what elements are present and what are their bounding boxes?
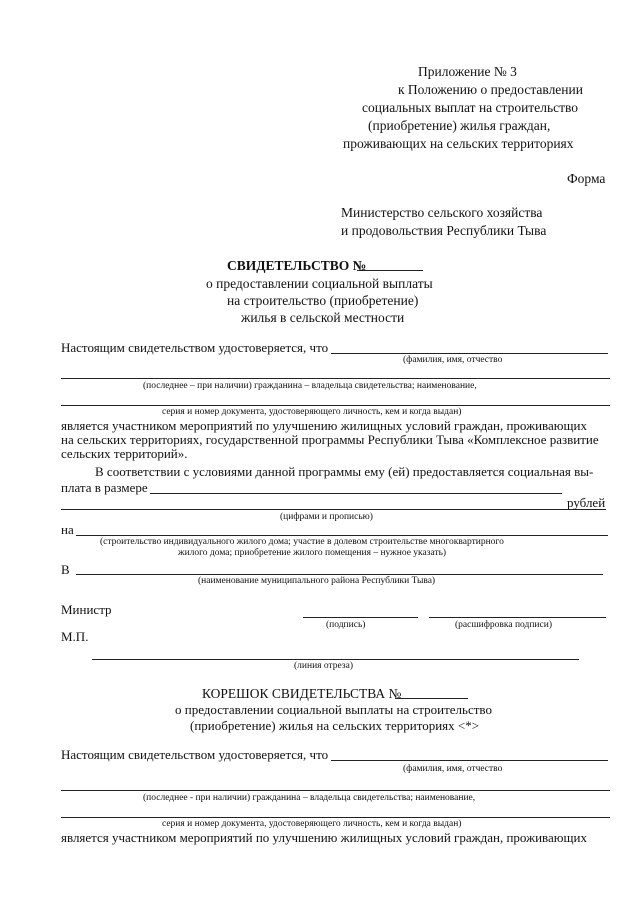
in-label: В: [61, 562, 70, 577]
appendix-line-5: проживающих на сельских территориях: [343, 136, 574, 151]
stamp-label: М.П.: [61, 629, 89, 644]
appendix-line-4: (приобретение) жилья граждан,: [368, 118, 551, 133]
participant-line-2: на сельских территориях, государственной программы Республики Тыва «Комплексное развитие: [61, 432, 599, 447]
hint-amount: (цифрами и прописью): [280, 512, 373, 522]
accordance-line-1: В соответствии с условиями данной программы ему (ей) предоставляется социальная вы-: [95, 464, 594, 479]
cut-line-label: (линия отреза): [294, 661, 354, 671]
minister-label: Министр: [61, 602, 112, 617]
stub-patronymic-line[interactable]: [61, 790, 610, 791]
stub-participant-line-1: является участником мероприятий по улучшению жилищных условий граждан, проживающих: [61, 830, 587, 845]
purpose-line[interactable]: [76, 535, 608, 536]
amount-line[interactable]: [150, 493, 562, 494]
participant-line-1: является участником мероприятий по улучшению жилищных условий граждан, проживающих: [61, 418, 587, 433]
certify-text: Настоящим свидетельством удостоверяется, что: [61, 340, 329, 355]
ministry-line-1: Министерство сельского хозяйства: [341, 205, 543, 220]
hint-patronymic: (последнее – при наличии) гражданина – владельца свидетельства; наименование,: [143, 381, 477, 391]
patronymic-line[interactable]: [61, 378, 610, 379]
certificate-title: СВИДЕТЕЛЬСТВО №: [227, 258, 367, 273]
stub-number-line[interactable]: [395, 698, 468, 699]
signature-line[interactable]: [303, 617, 418, 618]
hint-fio: (фамилия, имя, отчество: [403, 355, 503, 365]
stub-fio-line[interactable]: [331, 760, 608, 761]
stub-hint-patronymic: (последнее - при наличии) гражданина – владельца свидетельства; наименование,: [143, 793, 476, 803]
hint-decode: (расшифровка подписи): [455, 620, 552, 630]
stub-certify-text: Настоящим свидетельством удостоверяется, что: [61, 747, 329, 762]
district-line[interactable]: [76, 574, 603, 575]
hint-document: серия и номер документа, удостоверяющего личность, кем и когда выдан): [162, 407, 462, 417]
fio-line[interactable]: [331, 353, 608, 354]
ministry-line-2: и продовольствия Республики Тыва: [341, 223, 547, 238]
hint-district: (наименование муниципального района Республики Тыва): [198, 576, 436, 586]
amount-line-2[interactable]: [61, 509, 606, 510]
certificate-subtitle-1: о предоставлении социальной выплаты: [206, 276, 433, 291]
hint-purpose-2: жилого дома; приобретение жилого помещения – нужное указать): [178, 548, 447, 558]
accordance-line-2: плата в размере: [61, 480, 148, 495]
stub-subtitle-1: о предоставлении социальной выплаты на строительство: [175, 702, 492, 717]
participant-line-3: сельских территорий».: [61, 446, 188, 461]
rubles-label: рублей: [567, 495, 606, 510]
appendix-line-3: социальных выплат на строительство: [362, 100, 579, 115]
stub-hint-fio: (фамилия, имя, отчество: [403, 764, 503, 774]
appendix-line-1: Приложение № 3: [418, 64, 517, 79]
form-label: Форма: [567, 171, 606, 186]
hint-purpose-1: (строительство индивидуального жилого дома; участие в долевом строительстве многоквартирного: [100, 537, 504, 547]
stub-hint-document: серия и номер документа, удостоверяющего личность, кем и когда выдан): [162, 819, 462, 829]
stub-title: КОРЕШОК СВИДЕТЕЛЬСТВА №: [202, 686, 402, 701]
stub-subtitle-2: (приобретение) жилья на сельских территориях <*>: [190, 718, 480, 733]
stub-document-line[interactable]: [61, 817, 610, 818]
decode-line[interactable]: [429, 617, 606, 618]
certificate-subtitle-3: жилья в сельской местности: [241, 310, 405, 325]
certificate-number-line[interactable]: [357, 270, 423, 271]
hint-signature: (подпись): [326, 620, 366, 630]
certificate-subtitle-2: на строительство (приобретение): [227, 293, 419, 308]
appendix-line-2: к Положению о предоставлении: [398, 82, 583, 97]
on-label: на: [61, 522, 74, 537]
cut-line: [92, 659, 579, 660]
document-line[interactable]: [61, 405, 610, 406]
